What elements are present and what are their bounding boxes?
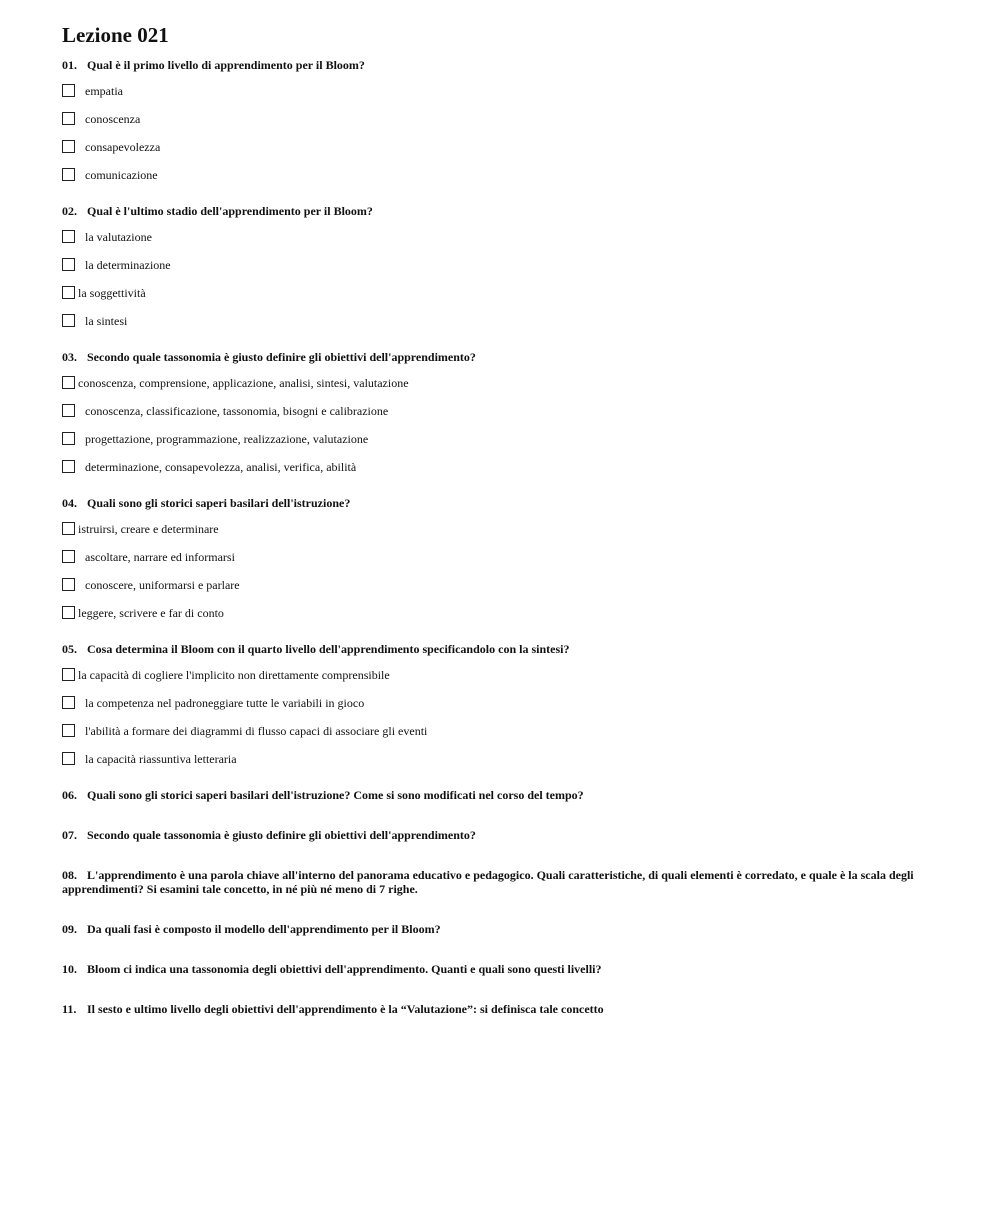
checkbox[interactable] [62, 286, 75, 299]
page-title: Lezione 021 [62, 23, 169, 47]
question-07 [62, 828, 942, 842]
question-number: 04. [62, 496, 77, 510]
question-text: Secondo quale tassonomia è giusto definire gli obiettivi dell'apprendimento? [87, 350, 476, 364]
option-label: empatia [85, 84, 123, 98]
question-10 [62, 962, 942, 976]
answer-option[interactable] [62, 522, 942, 550]
checkbox[interactable] [62, 724, 75, 737]
answer-option[interactable] [62, 230, 942, 258]
answer-option[interactable] [62, 404, 942, 432]
checkbox[interactable] [62, 522, 75, 535]
option-label: conoscere, uniformarsi e parlare [85, 578, 240, 592]
checkbox[interactable] [62, 550, 75, 563]
option-label: la capacità riassuntiva letteraria [85, 752, 237, 766]
option-label: ascoltare, narrare ed informarsi [85, 550, 235, 564]
answer-option[interactable] [62, 258, 942, 286]
answer-option[interactable] [62, 724, 942, 752]
answer-option[interactable] [62, 696, 942, 724]
answer-option[interactable] [62, 606, 942, 634]
option-label: l'abilità a formare dei diagrammi di flusso capaci di associare gli eventi [85, 724, 428, 738]
answer-option[interactable] [62, 668, 942, 696]
answer-option[interactable] [62, 376, 942, 404]
answer-option[interactable] [62, 84, 942, 112]
question-text: Da quali fasi è composto il modello dell'apprendimento per il Bloom? [87, 922, 441, 936]
answer-option[interactable] [62, 550, 942, 578]
question-04 [62, 496, 942, 634]
checkbox[interactable] [62, 376, 75, 389]
question-number: 10. [62, 962, 77, 976]
option-label: conoscenza [85, 112, 141, 126]
option-label: la soggettività [78, 286, 146, 300]
question-text: Il sesto e ultimo livello degli obiettivi dell'apprendimento è la “Valutazione”: si definisca tale concetto [87, 1002, 604, 1016]
answer-option[interactable] [62, 752, 942, 780]
question-number: 05. [62, 642, 77, 656]
option-label: la capacità di cogliere l'implicito non direttamente comprensibile [78, 668, 390, 682]
checkbox[interactable] [62, 432, 75, 445]
checkbox[interactable] [62, 168, 75, 181]
checkbox[interactable] [62, 404, 75, 417]
question-text: Bloom ci indica una tassonomia degli obiettivi dell'apprendimento. Quanti e quali sono questi livelli? [87, 962, 602, 976]
question-number: 09. [62, 922, 77, 936]
checkbox[interactable] [62, 84, 75, 97]
checkbox[interactable] [62, 668, 75, 681]
checkbox[interactable] [62, 696, 75, 709]
checkbox[interactable] [62, 460, 75, 473]
question-09 [62, 922, 942, 936]
option-label: la competenza nel padroneggiare tutte le variabili in gioco [85, 696, 365, 710]
answer-option[interactable] [62, 112, 942, 140]
question-number: 02. [62, 204, 77, 218]
option-label: la valutazione [85, 230, 152, 244]
quiz-page [62, 22, 942, 1016]
answer-option[interactable] [62, 578, 942, 606]
question-number: 01. [62, 58, 77, 72]
question-02 [62, 204, 942, 342]
option-label: conoscenza, comprensione, applicazione, analisi, sintesi, valutazione [78, 376, 409, 390]
checkbox[interactable] [62, 258, 75, 271]
checkbox[interactable] [62, 112, 75, 125]
question-text: Qual è il primo livello di apprendimento per il Bloom? [87, 58, 365, 72]
question-11 [62, 1002, 942, 1016]
checkbox[interactable] [62, 314, 75, 327]
question-number: 08. [62, 868, 77, 882]
option-label: la determinazione [85, 258, 171, 272]
question-text: Quali sono gli storici saperi basilari dell'istruzione? Come si sono modificati nel corso del tempo? [87, 788, 584, 802]
option-label: comunicazione [85, 168, 158, 182]
answer-option[interactable] [62, 460, 942, 488]
question-number: 11. [62, 1002, 77, 1016]
option-label: la sintesi [85, 314, 128, 328]
question-text: Qual è l'ultimo stadio dell'apprendimento per il Bloom? [87, 204, 373, 218]
checkbox[interactable] [62, 578, 75, 591]
question-text: Cosa determina il Bloom con il quarto livello dell'apprendimento specificandolo con la sintesi? [87, 642, 570, 656]
answer-option[interactable] [62, 432, 942, 460]
answer-option[interactable] [62, 140, 942, 168]
question-08 [62, 868, 942, 896]
option-label: determinazione, consapevolezza, analisi, verifica, abilità [85, 460, 357, 474]
question-number: 03. [62, 350, 77, 364]
question-number: 07. [62, 828, 77, 842]
question-text: Secondo quale tassonomia è giusto definire gli obiettivi dell'apprendimento? [87, 828, 476, 842]
checkbox[interactable] [62, 606, 75, 619]
question-06 [62, 788, 942, 802]
question-01 [62, 58, 942, 196]
answer-option[interactable] [62, 168, 942, 196]
checkbox[interactable] [62, 140, 75, 153]
question-text: L'apprendimento è una parola chiave all'interno del panorama educativo e pedagogico. Quali caratteristiche, di quali elementi è corredato, e quale è la scala degli apprendimenti? Si esamini tale concetto, in né più né meno di 7 righe. [62, 868, 914, 896]
checkbox[interactable] [62, 752, 75, 765]
question-05 [62, 642, 942, 780]
question-number: 06. [62, 788, 77, 802]
option-label: leggere, scrivere e far di conto [78, 606, 224, 620]
option-label: consapevolezza [85, 140, 161, 154]
question-03 [62, 350, 942, 488]
option-label: istruirsi, creare e determinare [78, 522, 219, 536]
question-text: Quali sono gli storici saperi basilari dell'istruzione? [87, 496, 351, 510]
option-label: progettazione, programmazione, realizzazione, valutazione [85, 432, 369, 446]
option-label: conoscenza, classificazione, tassonomia, bisogni e calibrazione [85, 404, 389, 418]
answer-option[interactable] [62, 286, 942, 314]
answer-option[interactable] [62, 314, 942, 342]
checkbox[interactable] [62, 230, 75, 243]
